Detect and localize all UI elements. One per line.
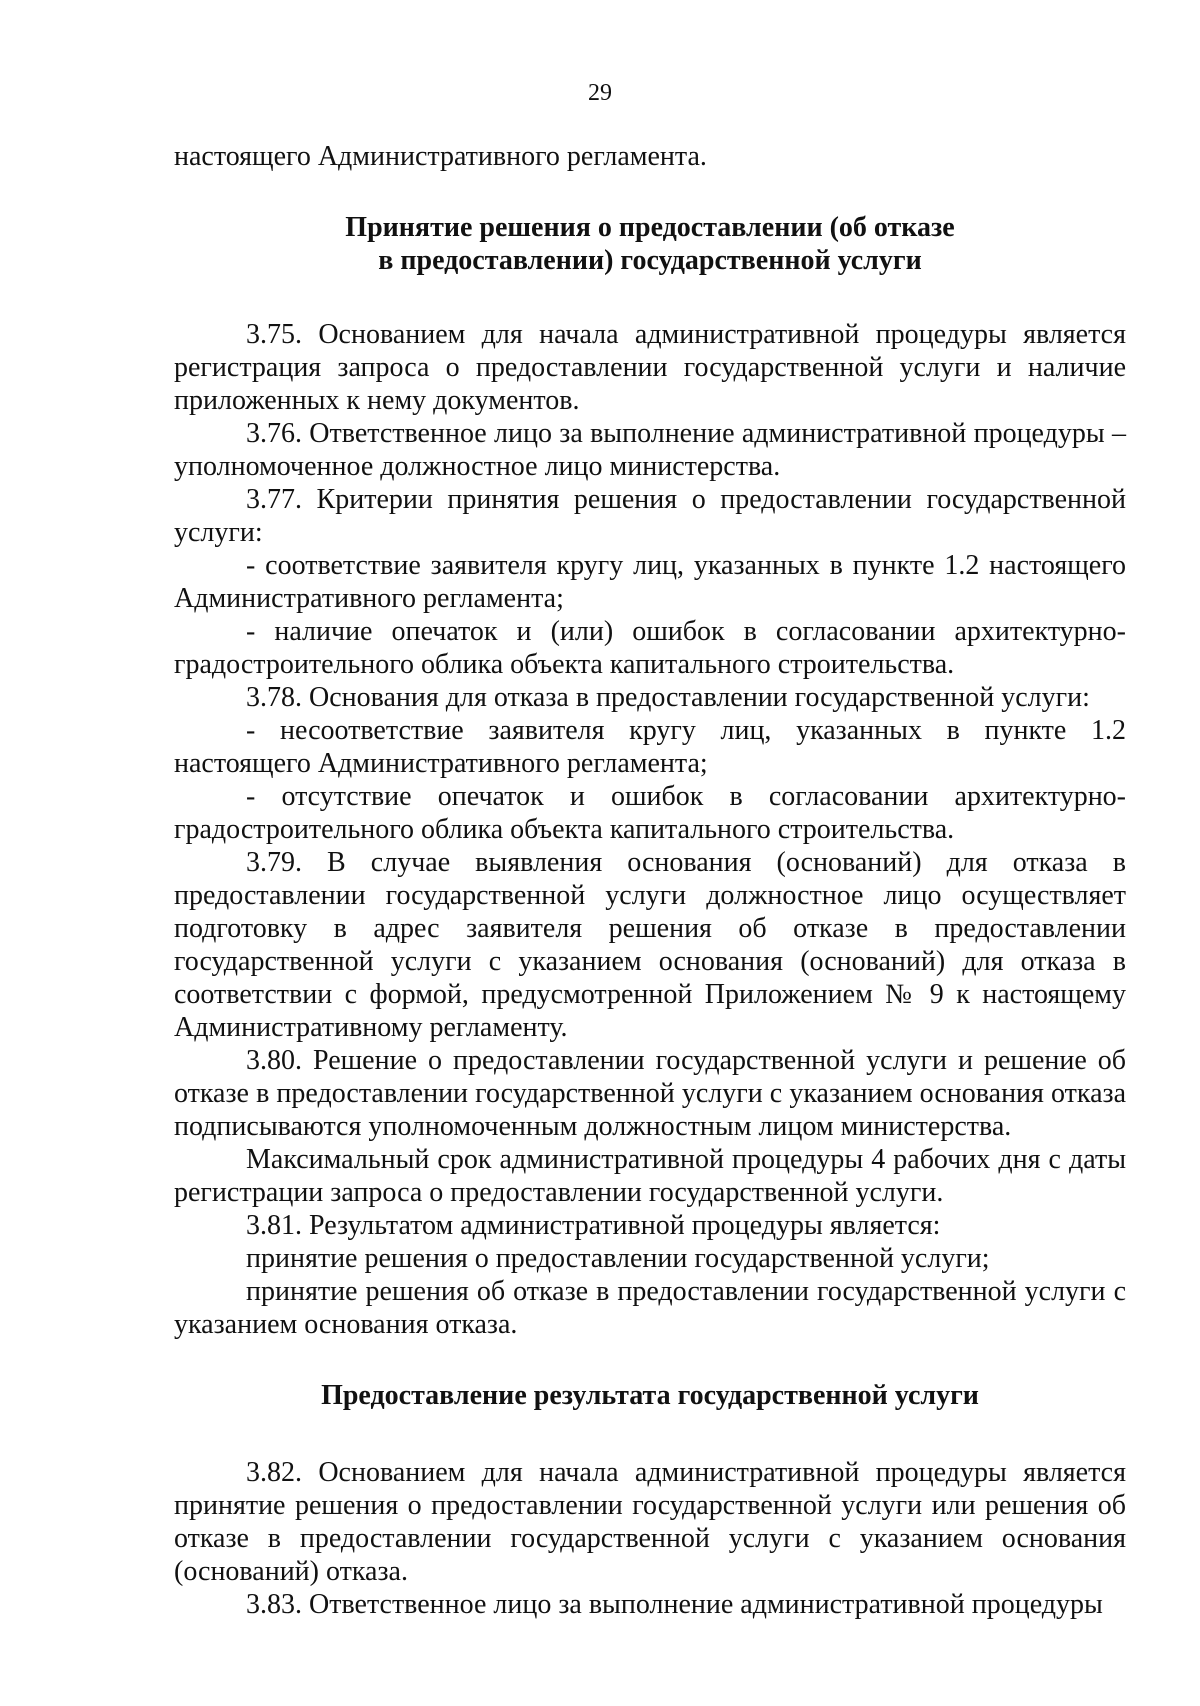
refusal-ground-1: - несоответствие заявителя кругу лиц, указанных в пункте 1.2 настоящего Административного регламента; — [174, 715, 1126, 779]
criteria-item-2: - наличие опечаток и (или) ошибок в согласовании архитектурно-градостроительного облика объекта капитального строительства. — [174, 616, 1126, 680]
paragraph-3-82: 3.82. Основанием для начала административной процедуры является принятие решения о предоставлении государственной услуги или решения об отказе в предоставлении государственной услуги с указанием основания (оснований) отказа. — [174, 1457, 1126, 1587]
section-body-result — [174, 1456, 1126, 1621]
paragraph-3-76: 3.76. Ответственное лицо за выполнение административной процедуры – уполномоченное должностное лицо министерства. — [174, 418, 1126, 482]
page-content — [174, 140, 1126, 1621]
section-body-decision — [174, 318, 1126, 1341]
continuation-text: настоящего Административного регламента. — [174, 141, 707, 172]
section-heading-line: Принятие решения о предоставлении (об отказе — [345, 212, 955, 243]
paragraph-3-81: 3.81. Результатом административной процедуры является: — [246, 1210, 941, 1241]
result-item-2: принятие решения об отказе в предоставлении государственной услуги с указанием основания отказа. — [174, 1276, 1126, 1340]
paragraph-3-83: 3.83. Ответственное лицо за выполнение административной процедуры — [246, 1589, 1103, 1620]
paragraph-3-75: 3.75. Основанием для начала административной процедуры является регистрация запроса о предоставлении государственной услуги и наличие приложенных к нему документов. — [174, 319, 1126, 416]
paragraph-3-79: 3.79. В случае выявления основания (оснований) для отказа в предоставлении государственной услуги должностное лицо осуществляет подготовку в адрес заявителя решения об отказе в предоставлении государственной услуги с указанием основания (оснований) для отказа в соответствии с формой, предусмотренной Приложением № 9 к настоящему Административному регламенту. — [174, 847, 1126, 1043]
result-item-1: принятие решения о предоставлении государственной услуги; — [246, 1243, 990, 1274]
page-number: 29 — [588, 80, 612, 106]
paragraph-3-78: 3.78. Основания для отказа в предоставлении государственной услуги: — [246, 682, 1090, 713]
paragraph-3-80: 3.80. Решение о предоставлении государственной услуги и решение об отказе в предоставлении государственной услуги с указанием основания отказа подписываются уполномоченным должностным лицом министерства. — [174, 1045, 1126, 1142]
paragraph-max-term: Максимальный срок административной процедуры 4 рабочих дня с даты регистрации запроса о предоставлении государственной услуги. — [174, 1144, 1126, 1208]
refusal-ground-2: - отсутствие опечаток и ошибок в согласовании архитектурно-градостроительного облика объекта капитального строительства. — [174, 781, 1126, 845]
section-heading-decision — [174, 211, 1126, 277]
criteria-item-1: - соответствие заявителя кругу лиц, указанных в пункте 1.2 настоящего Административного регламента; — [174, 550, 1126, 614]
section-heading-line: в предоставлении) государственной услуги — [378, 245, 922, 276]
paragraph-3-77: 3.77. Критерии принятия решения о предоставлении государственной услуги: — [174, 484, 1126, 548]
section-heading-result: Предоставление результата государственной услуги — [321, 1380, 979, 1411]
